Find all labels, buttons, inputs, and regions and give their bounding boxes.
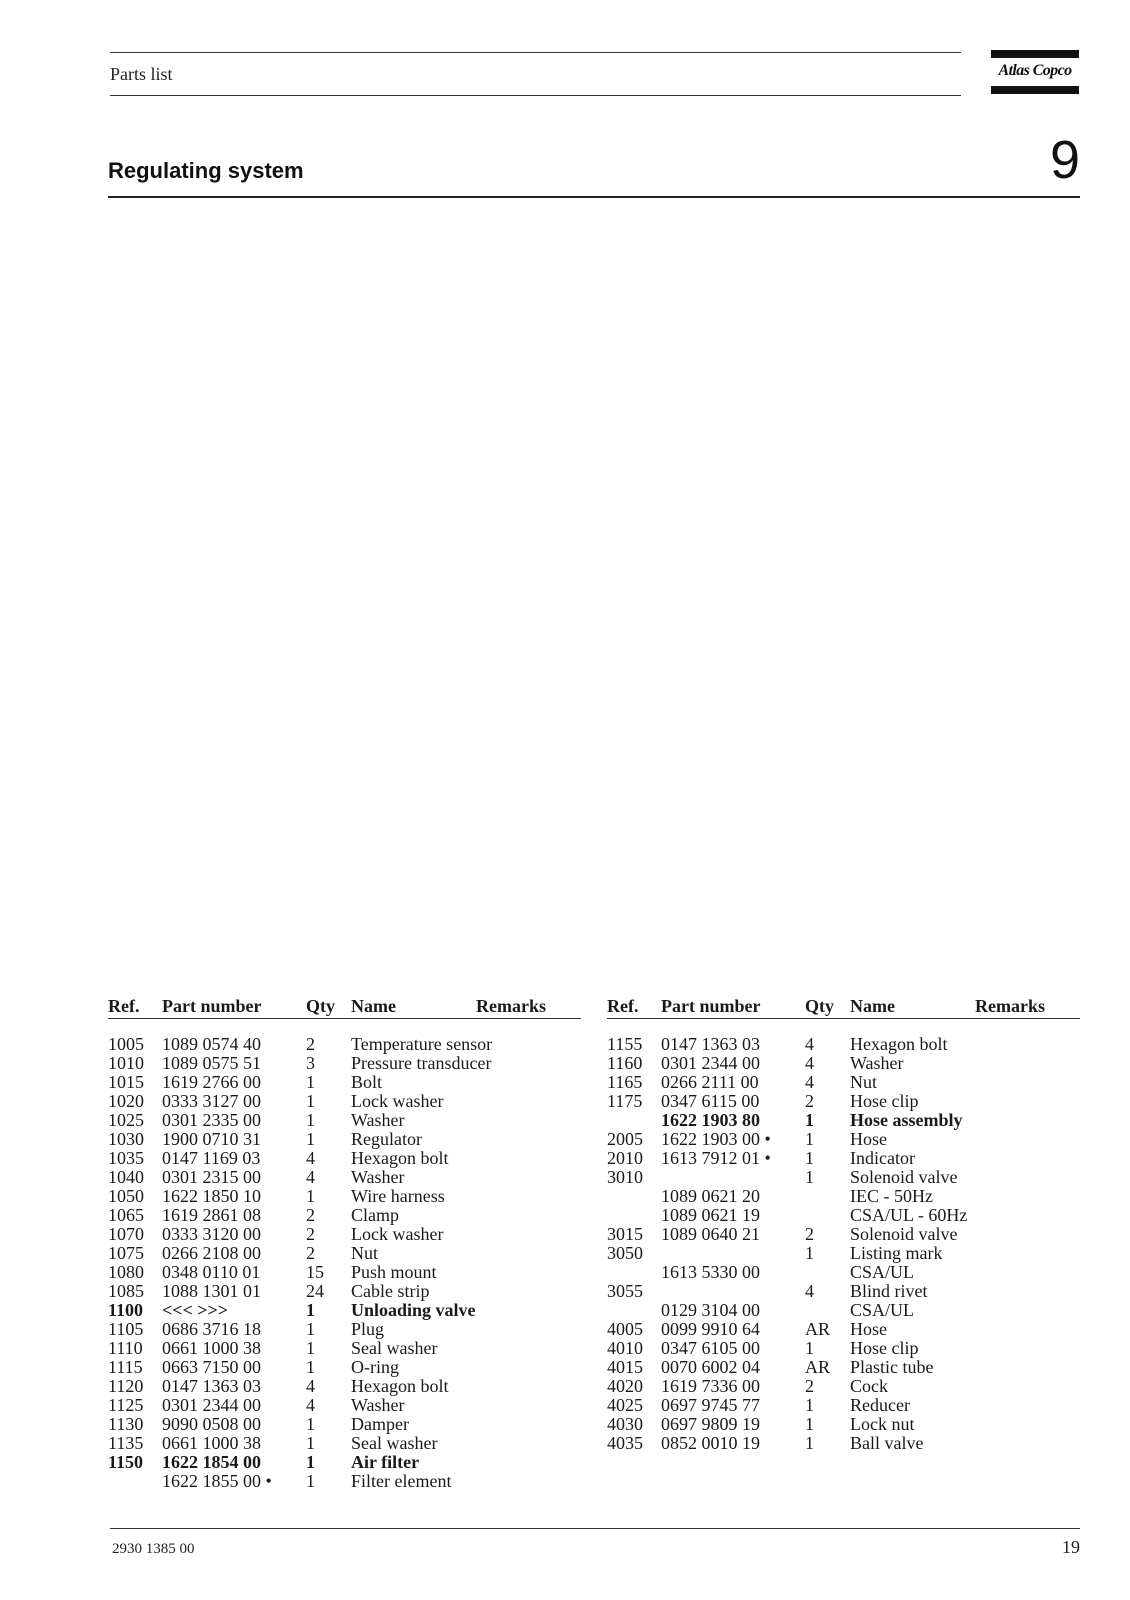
row-ref: 1040 (108, 1167, 144, 1187)
row-name: Indicator (850, 1148, 915, 1168)
row-ref: 4010 (607, 1338, 643, 1358)
row-part-number: 1619 7336 00 (661, 1376, 760, 1396)
row-part-number: 1088 1301 01 (162, 1281, 261, 1301)
logo-wordmark: Atlas Copco (998, 62, 1072, 79)
row-name: Hexagon bolt (850, 1034, 948, 1054)
row-name: IEC - 50Hz (850, 1186, 933, 1206)
row-ref: 1110 (108, 1338, 143, 1358)
table-row (607, 1092, 1080, 1111)
row-part-number: 1613 7912 01 • (661, 1148, 771, 1168)
row-name: Plug (351, 1319, 385, 1339)
table-row (607, 1396, 1080, 1415)
row-qty: 3 (306, 1053, 315, 1073)
table-row (108, 1396, 581, 1415)
row-part-number: 1619 2766 00 (162, 1072, 261, 1092)
row-name: Pressure transducer (351, 1053, 492, 1073)
row-ref: 4005 (607, 1319, 643, 1339)
table-row (607, 1187, 1080, 1206)
row-ref: 2010 (607, 1148, 643, 1168)
table-row (607, 1263, 1080, 1282)
table-row (607, 1130, 1080, 1149)
row-part-number: 1622 1850 10 (162, 1186, 261, 1206)
table-row (607, 1168, 1080, 1187)
row-ref: 4015 (607, 1357, 643, 1377)
row-name: Washer (351, 1395, 405, 1415)
header-remarks: Remarks (975, 996, 1045, 1016)
row-part-number: 1089 0621 20 (661, 1186, 760, 1206)
row-part-number: 1613 5330 00 (661, 1262, 760, 1282)
row-name: CSA/UL (850, 1300, 915, 1320)
row-part-number: 1900 0710 31 (162, 1129, 261, 1149)
row-ref: 4030 (607, 1414, 643, 1434)
chapter-number: 9 (1049, 130, 1080, 190)
table-row (607, 1206, 1080, 1225)
table-row (108, 1282, 581, 1301)
row-part-number: 9090 0508 00 (162, 1414, 261, 1434)
row-qty: 1 (306, 1091, 315, 1111)
row-ref: 1130 (108, 1414, 144, 1434)
row-name: Hexagon bolt (351, 1148, 449, 1168)
table-row (108, 1339, 581, 1358)
header-top-rule (110, 52, 961, 53)
row-qty: AR (805, 1357, 831, 1377)
table-row (108, 1358, 581, 1377)
row-ref: 4025 (607, 1395, 643, 1415)
row-name: Blind rivet (850, 1281, 928, 1301)
row-qty: 24 (306, 1281, 324, 1301)
row-part-number: 0663 7150 00 (162, 1357, 261, 1377)
row-part-number: 0301 2344 00 (162, 1395, 261, 1415)
row-name: Hose clip (850, 1338, 919, 1358)
row-ref: 1030 (108, 1129, 144, 1149)
row-ref: 1025 (108, 1110, 144, 1130)
table-header (607, 996, 1080, 1019)
row-part-number: 0147 1169 03 (162, 1148, 261, 1168)
row-name: Washer (850, 1053, 904, 1073)
table-row (108, 1320, 581, 1339)
row-name: Lock nut (850, 1414, 915, 1434)
row-ref: 1080 (108, 1262, 144, 1282)
table-row (108, 1434, 581, 1453)
table-row (607, 1339, 1080, 1358)
row-qty: 2 (306, 1243, 315, 1263)
row-ref: 1120 (108, 1376, 144, 1396)
row-qty: 2 (805, 1224, 814, 1244)
row-ref: 1065 (108, 1205, 144, 1225)
row-name: Unloading valve (351, 1300, 476, 1320)
row-part-number: 0347 6115 00 (661, 1091, 760, 1111)
row-part-number: 0661 1000 38 (162, 1433, 261, 1453)
row-part-number: 0348 0110 01 (162, 1262, 261, 1282)
parts-table-right (607, 996, 1080, 1453)
row-qty: 1 (306, 1110, 315, 1130)
row-qty: 2 (805, 1376, 814, 1396)
row-name: Seal washer (351, 1433, 438, 1453)
table-row (607, 1225, 1080, 1244)
row-qty: 4 (306, 1376, 315, 1396)
row-name: Seal washer (351, 1338, 438, 1358)
table-row (607, 1054, 1080, 1073)
logo-bar-bottom (991, 86, 1079, 94)
row-name: Cock (850, 1376, 888, 1396)
row-name: Reducer (850, 1395, 910, 1415)
footer-rule (110, 1528, 1080, 1529)
row-ref: 1050 (108, 1186, 144, 1206)
row-part-number: 0697 9809 19 (661, 1414, 760, 1434)
row-qty: AR (805, 1319, 831, 1339)
row-part-number: 0333 3120 00 (162, 1224, 261, 1244)
row-ref: 3015 (607, 1224, 643, 1244)
row-part-number: 0661 1000 38 (162, 1338, 261, 1358)
row-part-number: 0147 1363 03 (162, 1376, 261, 1396)
row-qty: 4 (306, 1167, 315, 1187)
row-name: Hose clip (850, 1091, 919, 1111)
row-name: Temperature sensor (351, 1034, 493, 1054)
row-name: Solenoid valve (850, 1224, 958, 1244)
table-row (108, 1244, 581, 1263)
row-ref: 1070 (108, 1224, 144, 1244)
row-name: Lock washer (351, 1224, 444, 1244)
header-name: Name (850, 996, 895, 1016)
row-qty: 1 (805, 1433, 814, 1453)
row-qty: 4 (306, 1148, 315, 1168)
table-row (607, 1320, 1080, 1339)
row-qty: 4 (306, 1395, 315, 1415)
row-name: Hose assembly (850, 1110, 963, 1130)
row-ref: 1165 (607, 1072, 643, 1092)
row-part-number: 0266 2111 00 (661, 1072, 759, 1092)
table-header (108, 996, 581, 1019)
row-part-number: 0852 0010 19 (661, 1433, 760, 1453)
row-part-number: 1089 0574 40 (162, 1034, 261, 1054)
row-qty: 1 (805, 1148, 814, 1168)
row-ref: 3050 (607, 1243, 643, 1263)
row-qty: 2 (306, 1034, 315, 1054)
header-bottom-rule (110, 95, 961, 96)
title-rule (108, 196, 1080, 198)
row-part-number: 0347 6105 00 (661, 1338, 760, 1358)
row-ref: 1125 (108, 1395, 144, 1415)
row-ref: 1020 (108, 1091, 144, 1111)
table-row (108, 1472, 581, 1491)
table-row (108, 1301, 581, 1320)
row-part-number: <<< >>> (162, 1300, 229, 1320)
row-ref: 1005 (108, 1034, 144, 1054)
table-row (108, 1377, 581, 1396)
row-ref: 4035 (607, 1433, 643, 1453)
row-qty: 4 (805, 1072, 814, 1092)
row-part-number: 1622 1903 00 • (661, 1129, 771, 1149)
row-qty: 4 (805, 1034, 814, 1054)
table-row (108, 1187, 581, 1206)
row-qty: 1 (805, 1414, 814, 1434)
row-name: CSA/UL (850, 1262, 915, 1282)
header-qty: Qty (306, 996, 335, 1016)
row-part-number: 1089 0575 51 (162, 1053, 261, 1073)
row-part-number: 0147 1363 03 (661, 1034, 760, 1054)
row-ref: 1105 (108, 1319, 144, 1339)
row-qty: 1 (306, 1471, 315, 1491)
row-part-number: 1619 2861 08 (162, 1205, 261, 1225)
row-ref: 1115 (108, 1357, 143, 1377)
table-row (108, 1415, 581, 1434)
row-qty: 1 (306, 1452, 315, 1472)
row-name: Air filter (351, 1452, 420, 1472)
row-name: Clamp (351, 1205, 399, 1225)
table-row (108, 1130, 581, 1149)
table-row (607, 1035, 1080, 1054)
row-qty: 1 (805, 1110, 814, 1130)
row-qty: 1 (306, 1357, 315, 1377)
table-row (108, 1073, 581, 1092)
header-remarks: Remarks (476, 996, 546, 1016)
row-qty: 1 (306, 1186, 315, 1206)
row-qty: 1 (306, 1129, 315, 1149)
header-ref: Ref. (108, 996, 140, 1016)
row-qty: 2 (306, 1224, 315, 1244)
row-ref: 3055 (607, 1281, 643, 1301)
row-ref: 3010 (607, 1167, 643, 1187)
row-qty: 4 (805, 1053, 814, 1073)
row-name: Washer (351, 1110, 405, 1130)
row-part-number: 1089 0640 21 (661, 1224, 760, 1244)
row-ref: 1150 (108, 1452, 144, 1472)
row-name: Lock washer (351, 1091, 444, 1111)
row-part-number: 0301 2315 00 (162, 1167, 261, 1187)
row-name: Filter element (351, 1471, 452, 1491)
header-name: Name (351, 996, 396, 1016)
row-name: CSA/UL - 60Hz (850, 1205, 968, 1225)
row-part-number: 1622 1903 80 (661, 1110, 760, 1130)
row-name: Regulator (351, 1129, 422, 1149)
table-row (607, 1301, 1080, 1320)
row-part-number: 0099 9910 64 (661, 1319, 760, 1339)
row-name: O-ring (351, 1357, 399, 1377)
row-ref: 1010 (108, 1053, 144, 1073)
row-name: Ball valve (850, 1433, 924, 1453)
page-title: Regulating system (108, 158, 304, 183)
row-qty: 1 (805, 1129, 814, 1149)
parts-table-left (108, 996, 581, 1491)
row-qty: 1 (306, 1414, 315, 1434)
table-row (607, 1244, 1080, 1263)
table-row (108, 1149, 581, 1168)
table-row (108, 1092, 581, 1111)
row-qty: 2 (306, 1205, 315, 1225)
row-qty: 1 (805, 1395, 814, 1415)
row-name: Hexagon bolt (351, 1376, 449, 1396)
row-name: Damper (351, 1414, 409, 1434)
table-row (607, 1358, 1080, 1377)
table-row (108, 1263, 581, 1282)
row-name: Hose (850, 1129, 887, 1149)
table-row (607, 1434, 1080, 1453)
row-name: Push mount (351, 1262, 437, 1282)
row-ref: 1100 (108, 1300, 144, 1320)
table-row (108, 1168, 581, 1187)
table-row (607, 1377, 1080, 1396)
row-part-number: 1622 1855 00 • (162, 1471, 272, 1491)
row-name: Solenoid valve (850, 1167, 958, 1187)
section-label: Parts list (110, 64, 173, 84)
row-part-number: 0686 3716 18 (162, 1319, 261, 1339)
row-ref: 1075 (108, 1243, 144, 1263)
row-qty: 1 (306, 1338, 315, 1358)
document-number: 2930 1385 00 (112, 1541, 195, 1557)
row-name: Washer (351, 1167, 405, 1187)
row-name: Bolt (351, 1072, 383, 1092)
row-ref: 1160 (607, 1053, 643, 1073)
row-part-number: 1622 1854 00 (162, 1452, 261, 1472)
row-name: Hose (850, 1319, 887, 1339)
page-number: 19 (1062, 1537, 1080, 1557)
row-part-number: 1089 0621 19 (661, 1205, 760, 1225)
row-qty: 4 (805, 1281, 814, 1301)
row-name: Listing mark (850, 1243, 943, 1263)
row-qty: 2 (805, 1091, 814, 1111)
table-row (607, 1073, 1080, 1092)
row-part-number: 0070 6002 04 (661, 1357, 760, 1377)
row-qty: 1 (805, 1338, 814, 1358)
atlas-copco-logo (991, 50, 1079, 94)
right-rows (607, 1035, 1080, 1453)
logo-bar-top (991, 50, 1079, 58)
row-qty: 1 (306, 1319, 315, 1339)
table-row (607, 1282, 1080, 1301)
row-name: Nut (850, 1072, 877, 1092)
row-name: Plastic tube (850, 1357, 934, 1377)
table-row (108, 1111, 581, 1130)
row-ref: 1035 (108, 1148, 144, 1168)
table-row (108, 1206, 581, 1225)
row-ref: 1155 (607, 1034, 643, 1054)
row-qty: 15 (306, 1262, 324, 1282)
row-name: Wire harness (351, 1186, 445, 1206)
row-qty: 1 (805, 1167, 814, 1187)
row-qty: 1 (805, 1243, 814, 1263)
row-part-number: 0301 2344 00 (661, 1053, 760, 1073)
row-ref: 2005 (607, 1129, 643, 1149)
table-row (108, 1035, 581, 1054)
row-part-number: 0129 3104 00 (661, 1300, 760, 1320)
row-ref: 1015 (108, 1072, 144, 1092)
header-ref: Ref. (607, 996, 639, 1016)
row-ref: 1175 (607, 1091, 643, 1111)
row-qty: 1 (306, 1072, 315, 1092)
header-part-number: Part number (162, 996, 262, 1016)
row-qty: 1 (306, 1300, 315, 1320)
row-ref: 4020 (607, 1376, 643, 1396)
row-part-number: 0301 2335 00 (162, 1110, 261, 1130)
row-ref: 1135 (108, 1433, 144, 1453)
table-row (607, 1149, 1080, 1168)
row-name: Cable strip (351, 1281, 430, 1301)
row-ref: 1085 (108, 1281, 144, 1301)
table-row (607, 1111, 1080, 1130)
table-row (607, 1415, 1080, 1434)
left-rows (108, 1035, 581, 1491)
table-row (108, 1225, 581, 1244)
row-qty: 1 (306, 1433, 315, 1453)
row-part-number: 0333 3127 00 (162, 1091, 261, 1111)
header-qty: Qty (805, 996, 834, 1016)
row-name: Nut (351, 1243, 378, 1263)
row-part-number: 0266 2108 00 (162, 1243, 261, 1263)
row-part-number: 0697 9745 77 (661, 1395, 760, 1415)
table-row (108, 1453, 581, 1472)
header-part-number: Part number (661, 996, 761, 1016)
table-row (108, 1054, 581, 1073)
